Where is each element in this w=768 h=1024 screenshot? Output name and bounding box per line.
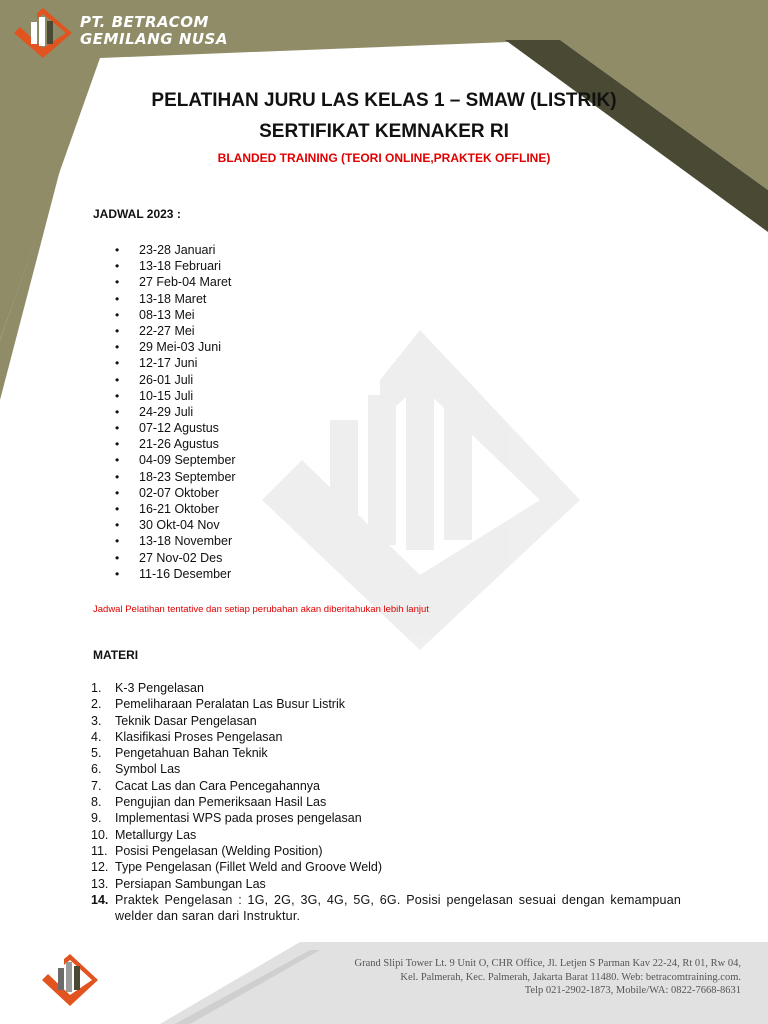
footer-line1: Grand Slipi Tower Lt. 9 Unit O, CHR Office, Jl. Letjen S Parman Kav 22-24, Rt 01, Rw 04, (354, 958, 741, 969)
schedule-item (112, 274, 236, 290)
materi-item-number: 2. (91, 697, 102, 712)
schedule-item-text: 10-15 Juli (139, 388, 194, 403)
schedule-item (112, 550, 236, 566)
company-name-line1: PT. BETRACOM (80, 13, 209, 31)
page-subtitle: SERTIFIKAT KEMNAKER RI (259, 121, 509, 142)
schedule-item-text: 26-01 Juli (139, 372, 194, 387)
materi-item-text: Pengetahuan Bahan Teknik (115, 746, 268, 761)
schedule-note: Jadwal Pelatihan tentative dan setiap perubahan akan diberitahukan lebih lanjut (93, 604, 429, 615)
schedule-item-text: 13-18 Februari (139, 259, 221, 274)
schedule-item-text: 23-28 Januari (139, 243, 216, 257)
schedule-item-text: 21-26 Agustus (139, 437, 219, 452)
materi-heading: MATERI (93, 648, 139, 662)
schedule-heading: JADWAL 2023 : (93, 207, 181, 221)
materi-item-number: 6. (91, 762, 102, 777)
materi-item-text: Teknik Dasar Pengelasan (115, 713, 257, 728)
schedule-item-text: 30 Okt-04 Nov (139, 518, 220, 533)
schedule-item-text: 12-17 Juni (139, 356, 198, 371)
schedule-item (112, 323, 236, 339)
company-logo-icon (14, 8, 72, 58)
schedule-item (112, 372, 236, 388)
schedule-item (112, 404, 236, 420)
materi-item (91, 745, 681, 761)
materi-item-text: Symbol Las (115, 762, 181, 777)
footer-logo-icon (40, 950, 100, 1006)
materi-item-number: 7. (91, 778, 102, 793)
materi-item (91, 778, 681, 794)
materi-item-number: 12. (91, 860, 109, 875)
bullet-icon: • (115, 453, 120, 468)
footer-line2: Kel. Palmerah, Kec. Palmerah, Jakarta Barat 11480. Web: betracomtraining.com. (400, 971, 741, 983)
schedule-item (112, 339, 236, 355)
schedule-item-text: 11-16 Desember (139, 566, 232, 581)
materi-item-number: 1. (91, 681, 102, 695)
bullet-icon: • (115, 388, 120, 403)
bullet-icon: • (115, 566, 120, 581)
company-name (80, 14, 228, 48)
training-mode: BLANDED TRAINING (TEORI ONLINE,PRAKTEK OFFLINE) (217, 151, 551, 165)
materi-item-text: K-3 Pengelasan (115, 681, 204, 695)
bullet-icon: • (115, 534, 120, 549)
company-name-line2: GEMILANG NUSA (80, 30, 228, 48)
footer-address (355, 957, 741, 998)
schedule-item-text: 13-18 November (139, 534, 233, 549)
materi-item-text: Pengujian dan Pemeriksaan Hasil Las (115, 795, 327, 810)
bullet-icon: • (115, 518, 120, 533)
materi-item-text: Klasifikasi Proses Pengelasan (115, 729, 283, 744)
schedule-item (112, 452, 236, 468)
schedule-item-text: 04-09 September (139, 453, 236, 468)
schedule-item (112, 388, 236, 404)
materi-item-text: Pemeliharaan Peralatan Las Busur Listrik (115, 697, 345, 712)
materi-item (91, 761, 681, 777)
schedule-item-text: 24-29 Juli (139, 404, 194, 419)
materi-item-number: 10. (91, 827, 109, 842)
bullet-icon: • (115, 421, 120, 436)
schedule-item (112, 436, 236, 452)
schedule-item (112, 307, 236, 323)
schedule-item-text: 29 Mei-03 Juni (139, 340, 221, 355)
schedule-item (112, 566, 236, 582)
materi-item-text: Persiapan Sambungan Las (115, 876, 266, 891)
schedule-item (112, 485, 236, 501)
materi-item-text: Praktek Pengelasan : 1G, 2G, 3G, 4G, 5G, 6G. Posisi pengelasan sesuai dengan kemampuan welder dan saran dari Instruktur. (115, 892, 681, 924)
materi-item-text: Metallurgy Las (115, 827, 197, 842)
materi-item (91, 892, 681, 925)
schedule-item (112, 242, 236, 258)
schedule-item-text: 22-27 Mei (139, 323, 195, 338)
schedule-item (112, 501, 236, 517)
bullet-icon: • (115, 243, 120, 257)
materi-item (91, 794, 681, 810)
bullet-icon: • (115, 485, 120, 500)
bullet-icon: • (115, 340, 120, 355)
materi-item-number: 13. (91, 876, 109, 891)
bullet-icon: • (115, 356, 120, 371)
schedule-item-text: 13-18 Maret (139, 291, 207, 306)
materi-item-number: 14. (91, 892, 109, 907)
materi-item (91, 810, 681, 826)
materi-item-number: 4. (91, 729, 102, 744)
schedule-list (112, 242, 236, 582)
schedule-item-text: 16-21 Oktober (139, 502, 219, 516)
materi-item (91, 713, 681, 729)
bullet-icon: • (115, 307, 120, 322)
schedule-item (112, 469, 236, 485)
materi-item-text: Type Pengelasan (Fillet Weld and Groove Weld) (115, 860, 383, 875)
materi-list (91, 680, 681, 924)
materi-item (91, 876, 681, 892)
schedule-item-text: 02-07 Oktober (139, 485, 219, 500)
schedule-item (112, 258, 236, 274)
schedule-item-text: 27 Feb-04 Maret (139, 275, 232, 290)
materi-item (91, 843, 681, 859)
schedule-item (112, 517, 236, 533)
materi-item-text: Posisi Pengelasan (Welding Position) (115, 843, 323, 858)
materi-item (91, 696, 681, 712)
bullet-icon: • (115, 323, 120, 338)
bullet-icon: • (115, 291, 120, 306)
materi-item (91, 827, 681, 843)
materi-item-number: 9. (91, 811, 102, 826)
schedule-item-text: 27 Nov-02 Des (139, 550, 223, 565)
materi-item-text: Implementasi WPS pada proses pengelasan (115, 811, 362, 826)
schedule-item (112, 533, 236, 549)
bullet-icon: • (115, 372, 120, 387)
page-title: PELATIHAN JURU LAS KELAS 1 – SMAW (LISTRIK) (151, 90, 617, 111)
bullet-icon: • (115, 437, 120, 452)
schedule-item-text: 08-13 Mei (139, 307, 195, 322)
schedule-item (112, 420, 236, 436)
bullet-icon: • (115, 550, 120, 565)
schedule-item-text: 18-23 September (139, 469, 236, 484)
materi-item-text: Cacat Las dan Cara Pencegahannya (115, 778, 321, 793)
materi-item (91, 680, 681, 696)
materi-item (91, 859, 681, 875)
footer-line3: Telp 021-2902-1873, Mobile/WA: 0822-7668-8631 (524, 985, 741, 996)
materi-item-number: 11. (91, 843, 108, 858)
bullet-icon: • (115, 275, 120, 290)
materi-item-number: 3. (91, 713, 102, 728)
materi-item-number: 5. (91, 746, 102, 761)
materi-item (91, 729, 681, 745)
materi-item-number: 8. (91, 795, 102, 810)
bullet-icon: • (115, 502, 120, 516)
bullet-icon: • (115, 259, 120, 274)
bullet-icon: • (115, 469, 120, 484)
bullet-icon: • (115, 404, 120, 419)
schedule-item (112, 355, 236, 371)
schedule-item-text: 07-12 Agustus (139, 421, 219, 436)
schedule-item (112, 291, 236, 307)
